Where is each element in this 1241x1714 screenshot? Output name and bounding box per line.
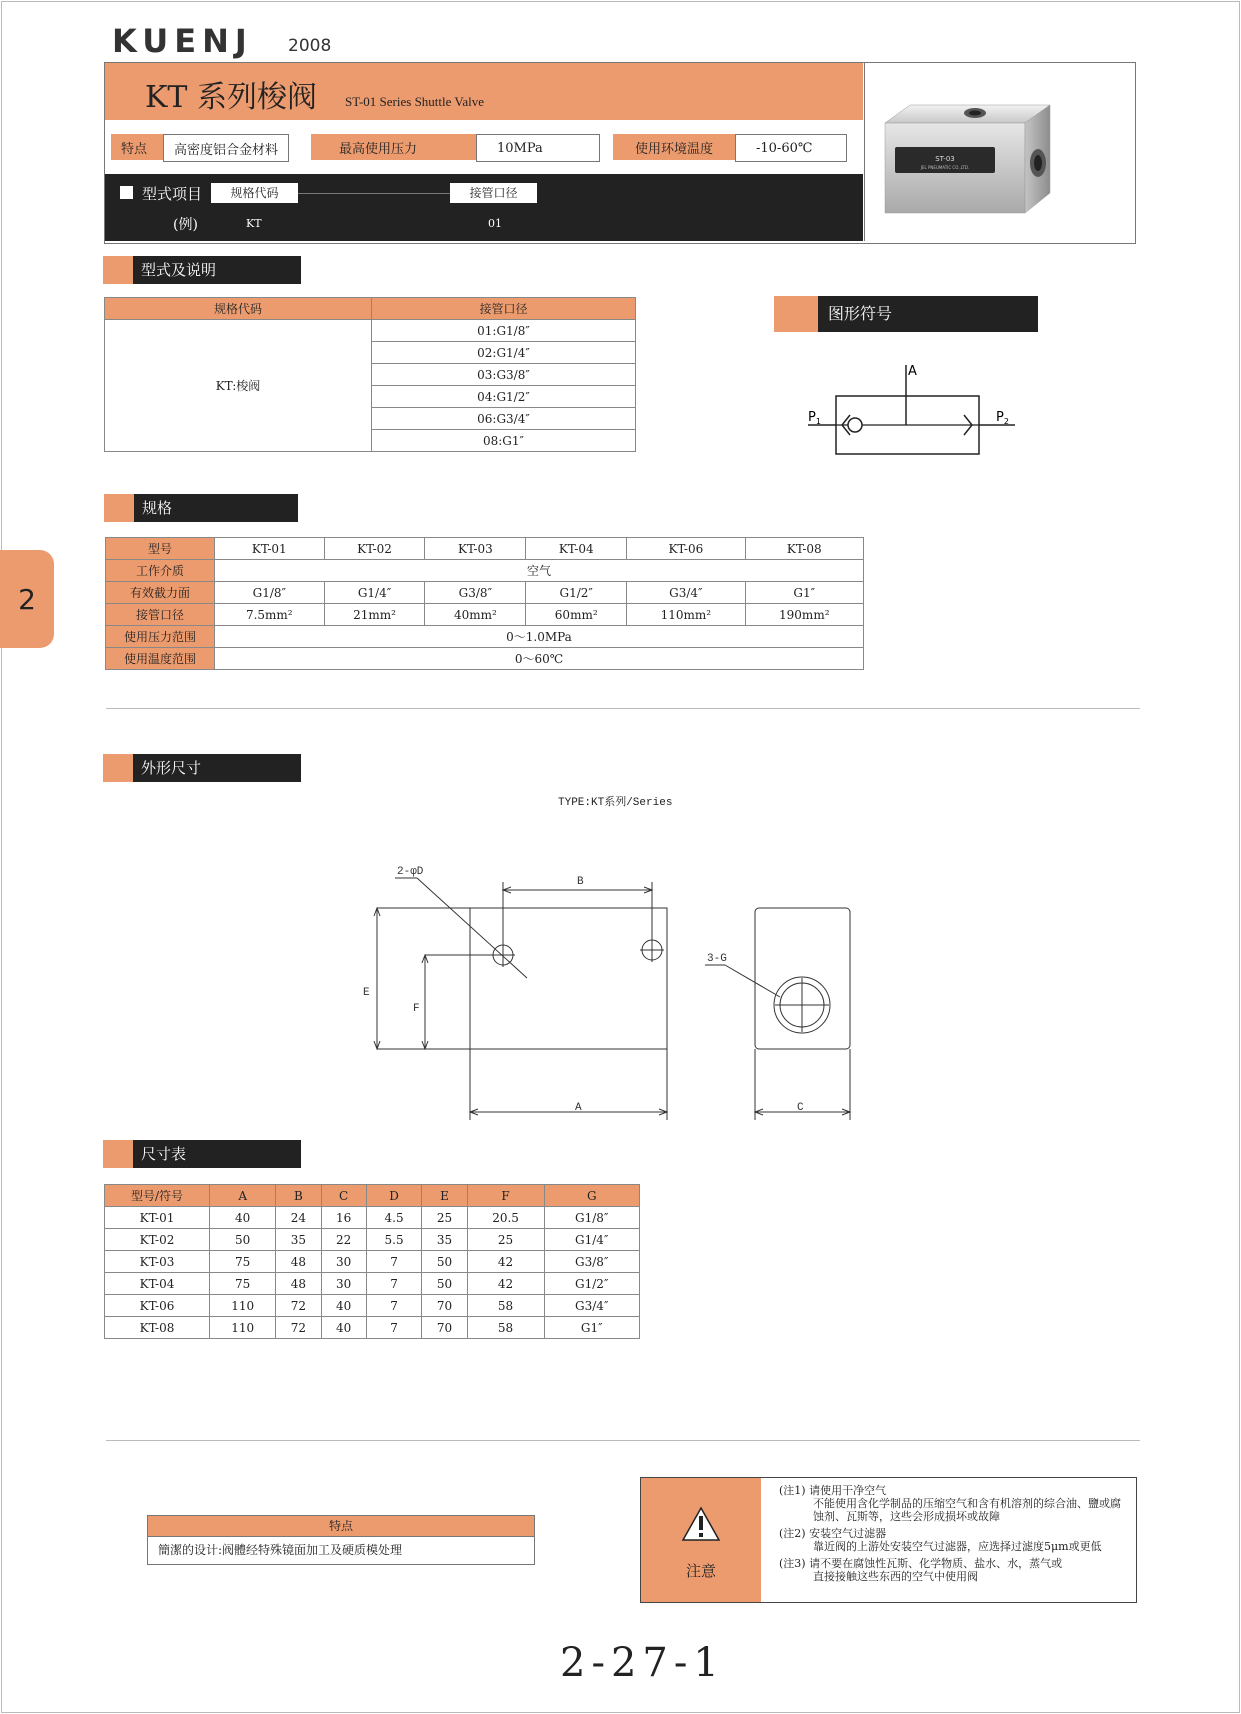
table-cell: 70: [422, 1317, 467, 1339]
dims-header: F: [467, 1185, 544, 1207]
table-cell: 25: [422, 1207, 467, 1229]
feature-label: 最高使用压力: [311, 134, 476, 160]
dims-header: C: [321, 1185, 366, 1207]
type-header-code: 规格代码: [105, 298, 372, 320]
table-cell: 42: [467, 1251, 544, 1273]
port-cell: 03:G3/8″: [372, 364, 636, 386]
table-cell: 40: [321, 1317, 366, 1339]
table-cell: 7: [366, 1295, 422, 1317]
shuttle-valve-image: [865, 63, 1135, 241]
table-cell: 30: [321, 1251, 366, 1273]
section-symbol: [774, 296, 1036, 332]
type-header-port: 接管口径: [372, 298, 636, 320]
note-number: (注1): [779, 1484, 806, 1497]
table-cell: 30: [321, 1273, 366, 1295]
table-cell: 50: [210, 1229, 276, 1251]
caution-label: 注意: [685, 1562, 716, 1580]
table-cell: 48: [276, 1273, 321, 1295]
spec-model: KT-08: [745, 538, 863, 560]
spec-thread: G3/8″: [425, 582, 526, 604]
spec-row-header: 使用压力范围: [106, 626, 215, 648]
divider: [106, 708, 1140, 709]
note-title: 安装空气过滤器: [809, 1527, 887, 1540]
feature-box: [147, 1515, 535, 1565]
spec-area: 40mm²: [425, 604, 526, 626]
dims-header: A: [210, 1185, 276, 1207]
spec-thread: G1/2″: [526, 582, 627, 604]
table-cell: KT-03: [105, 1251, 210, 1273]
table-cell: 75: [210, 1251, 276, 1273]
feature-value: 10MPa: [476, 134, 600, 162]
spec-table: [105, 537, 864, 670]
example-label: (例): [173, 217, 198, 233]
section-title: 图形符号: [818, 296, 1038, 332]
section-title: 尺寸表: [133, 1140, 301, 1168]
warning-icon: [641, 1478, 761, 1602]
spec-row-header: 工作介质: [106, 560, 215, 582]
model-code-label: 规格代码: [211, 183, 298, 203]
note-body: 不能使用含化学制品的压缩空气和含有机溶剂的综合油、鹽或腐蚀剂、瓦斯等，这些会形成损坏或故障: [813, 1497, 1121, 1523]
checkbox-icon: [120, 186, 133, 199]
spec-thread: G1/4″: [324, 582, 425, 604]
label-c: C: [797, 1102, 804, 1114]
feature-value: 高密度铝合金材料: [163, 134, 289, 162]
table-row: [105, 1207, 640, 1229]
photo-sublabel: JEL PNEUMATIC CO.,LTD.: [920, 165, 970, 170]
table-row: [105, 1251, 640, 1273]
example-code: KT: [246, 217, 262, 230]
feature-value: -10-60℃: [735, 134, 847, 162]
table-cell: 50: [422, 1251, 467, 1273]
spec-model: KT-02: [324, 538, 425, 560]
dims-header: D: [366, 1185, 422, 1207]
table-cell: 24: [276, 1207, 321, 1229]
table-cell: 35: [422, 1229, 467, 1251]
table-cell: 35: [276, 1229, 321, 1251]
photo-label: ST-03: [935, 155, 955, 163]
table-cell: 7: [366, 1273, 422, 1295]
connector-line: [298, 193, 450, 194]
table-cell: KT-08: [105, 1317, 210, 1339]
spec-area: 190mm²: [745, 604, 863, 626]
shuttle-valve-symbol: [800, 355, 1030, 470]
table-cell: G1/8″: [544, 1207, 640, 1229]
section-title: 型式及说明: [133, 256, 301, 284]
section-title: 外形尺寸: [133, 754, 301, 782]
port-cell: 06:G3/4″: [372, 408, 636, 430]
model-port-label: 接管口径: [450, 183, 537, 203]
note-body: 靠近阀的上游处安装空气过滤器，应选择过滤度5μm或更低: [813, 1540, 1102, 1553]
table-cell: 58: [467, 1295, 544, 1317]
table-cell: 110: [210, 1295, 276, 1317]
dimension-drawing: [355, 810, 865, 1135]
section-type-desc: [103, 256, 301, 284]
table-cell: 48: [276, 1251, 321, 1273]
section-dims-table: [103, 1140, 301, 1168]
table-cell: 20.5: [467, 1207, 544, 1229]
spec-medium: 空气: [215, 560, 864, 582]
table-cell: 7: [366, 1251, 422, 1273]
feature-box-title: 特点: [148, 1516, 534, 1536]
label-f: F: [413, 1003, 420, 1015]
port-cell: 04:G1/2″: [372, 386, 636, 408]
caution-panel: [641, 1478, 761, 1602]
page-subtitle: ST-01 Series Shuttle Valve: [345, 94, 485, 109]
feature-box-text: 簡潔的设计:阀體经特殊镜面加工及硬质模处理: [148, 1536, 534, 1564]
spec-thread: G3/4″: [627, 582, 745, 604]
spec-area: 21mm²: [324, 604, 425, 626]
table-cell: 5.5: [366, 1229, 422, 1251]
note-2: [779, 1527, 1129, 1553]
table-cell: 40: [210, 1207, 276, 1229]
spec-row-header: 使用温度范围: [106, 648, 215, 670]
table-cell: 22: [321, 1229, 366, 1251]
table-cell: 110: [210, 1317, 276, 1339]
port-cell: 02:G1/4″: [372, 342, 636, 364]
spec-area: 60mm²: [526, 604, 627, 626]
section-spec: [104, 494, 298, 522]
label-a: A: [575, 1102, 582, 1114]
page-title: KT 系列梭阀: [145, 80, 317, 115]
spec-area: 7.5mm²: [215, 604, 325, 626]
spec-model: KT-04: [526, 538, 627, 560]
spec-thread: G1″: [745, 582, 863, 604]
page-number: 2-27-1: [560, 1640, 725, 1686]
note-number: (注2): [779, 1527, 806, 1540]
table-cell: 7: [366, 1317, 422, 1339]
spec-temperature: 0～60℃: [215, 648, 864, 670]
spec-thread: G1/8″: [215, 582, 325, 604]
table-cell: 4.5: [366, 1207, 422, 1229]
table-cell: 72: [276, 1317, 321, 1339]
brand-year: 2008: [288, 36, 332, 56]
label-e: E: [363, 987, 370, 999]
table-row: [105, 1317, 640, 1339]
spec-model: KT-03: [425, 538, 526, 560]
table-cell: G3/8″: [544, 1251, 640, 1273]
symbol-a-label: A: [908, 364, 917, 379]
table-cell: G1″: [544, 1317, 640, 1339]
symbol-p2-label: $P_2$: [996, 410, 1009, 426]
label-g: 3-G: [707, 953, 727, 965]
brand-logo: KUENJ: [112, 22, 253, 60]
table-cell: 72: [276, 1295, 321, 1317]
spec-model: KT-06: [627, 538, 745, 560]
note-title: 请使用干净空气: [809, 1484, 887, 1497]
table-cell: KT-01: [105, 1207, 210, 1229]
table-cell: 42: [467, 1273, 544, 1295]
caution-box: [640, 1477, 1137, 1603]
caution-notes: [779, 1484, 1129, 1583]
note-3: [779, 1557, 1129, 1583]
note-1: [779, 1484, 1129, 1523]
label-b: B: [577, 876, 584, 888]
dims-table: [104, 1184, 640, 1339]
product-photo: [864, 63, 1135, 241]
dims-header: E: [422, 1185, 467, 1207]
drawing-type-label: TYPE:KT系列/Series: [558, 797, 673, 809]
spec-model: KT-01: [215, 538, 325, 560]
section-dims: [103, 754, 301, 782]
section-title: 规格: [134, 494, 298, 522]
dims-header: B: [276, 1185, 321, 1207]
table-cell: G1/2″: [544, 1273, 640, 1295]
table-cell: 58: [467, 1317, 544, 1339]
port-cell: 01:G1/8″: [372, 320, 636, 342]
divider: [106, 1440, 1140, 1441]
feature-label: 使用环境温度: [613, 134, 735, 160]
feature-label: 特点: [111, 134, 163, 160]
table-row: [105, 1229, 640, 1251]
table-cell: KT-06: [105, 1295, 210, 1317]
chapter-tab: 2: [0, 550, 54, 648]
spec-area: 110mm²: [627, 604, 745, 626]
table-cell: 25: [467, 1229, 544, 1251]
spec-row-header: 接管口径: [106, 604, 215, 626]
dims-header: 型号/符号: [105, 1185, 210, 1207]
table-row: [105, 1295, 640, 1317]
table-cell: G1/4″: [544, 1229, 640, 1251]
table-cell: KT-04: [105, 1273, 210, 1295]
type-code-cell: KT:梭阀: [105, 320, 372, 452]
note-number: (注3): [779, 1557, 806, 1570]
table-cell: G3/4″: [544, 1295, 640, 1317]
spec-row-header: 型号: [106, 538, 215, 560]
label-d: 2-φD: [397, 866, 424, 878]
table-cell: KT-02: [105, 1229, 210, 1251]
table-cell: 16: [321, 1207, 366, 1229]
symbol-p1-label: $P_1$: [808, 410, 821, 426]
table-cell: 50: [422, 1273, 467, 1295]
dims-header: G: [544, 1185, 640, 1207]
type-table: [104, 297, 636, 452]
table-cell: 75: [210, 1273, 276, 1295]
note-body: 直接接触这些东西的空气中使用阀: [813, 1570, 978, 1583]
table-cell: 70: [422, 1295, 467, 1317]
table-cell: 40: [321, 1295, 366, 1317]
note-title: 请不要在腐蚀性瓦斯、化学物质、盐水、水，蒸气或: [809, 1557, 1063, 1570]
model-title: 型式项目: [142, 185, 203, 203]
table-row: [105, 1273, 640, 1295]
spec-pressure: 0～1.0MPa: [215, 626, 864, 648]
port-cell: 08:G1″: [372, 430, 636, 452]
example-port: 01: [488, 217, 502, 230]
spec-row-header: 有效截力面: [106, 582, 215, 604]
